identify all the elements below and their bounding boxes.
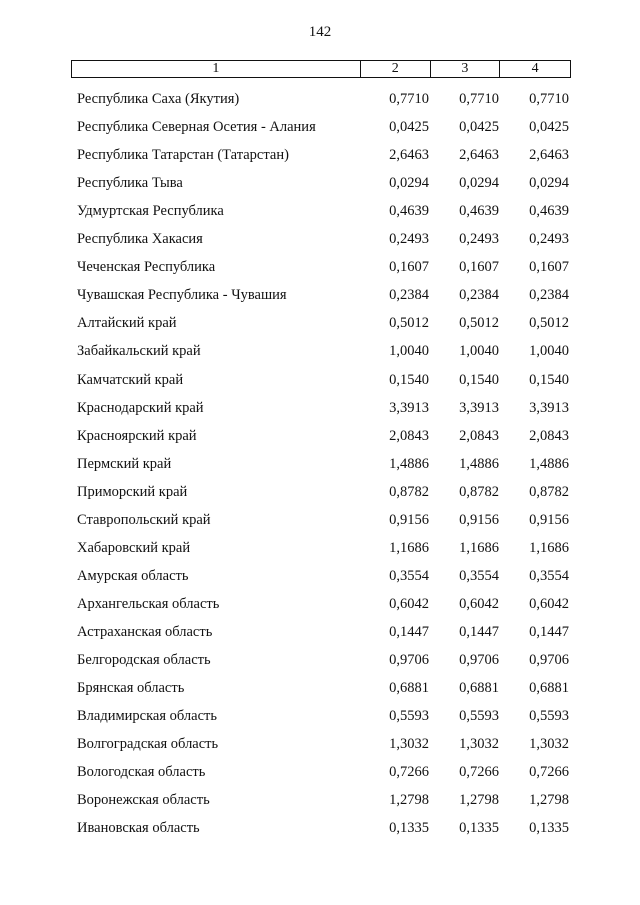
region-name: Забайкальский край [77,343,201,360]
table-row [71,538,571,558]
value-col-4: 1,0040 [529,343,569,360]
header-col-3: 3 [431,61,501,77]
header-col-2: 2 [361,61,431,77]
value-col-3: 0,1607 [459,259,499,276]
region-name: Ставропольский край [77,511,211,528]
region-name: Волгоградская область [77,736,219,753]
table-row [71,510,571,530]
region-name: Амурская область [77,567,189,584]
value-col-2: 1,2798 [389,792,429,809]
table-row [71,818,571,838]
value-col-2: 3,3913 [389,399,429,416]
value-col-4: 0,1335 [529,820,569,837]
value-col-2: 1,3032 [389,736,429,753]
value-col-2: 1,1686 [389,539,429,556]
header-col-1: 1 [72,61,361,77]
value-col-3: 0,0294 [459,175,499,192]
value-col-2: 0,2384 [389,287,429,304]
table-row [71,173,571,193]
table-row [71,341,571,361]
region-name: Вологодская область [77,764,206,781]
value-col-3: 0,0425 [459,119,499,136]
value-col-4: 0,8782 [529,483,569,500]
value-col-4: 2,0843 [529,427,569,444]
value-col-3: 0,6042 [459,595,499,612]
value-col-4: 0,4639 [529,203,569,220]
region-name: Республика Тыва [77,175,183,192]
value-col-4: 2,6463 [529,147,569,164]
value-col-2: 0,9706 [389,652,429,668]
header-col-4: 4 [531,61,539,76]
value-col-4: 1,4886 [529,455,569,472]
value-col-3: 3,3913 [459,399,499,416]
region-name: Пермский край [77,455,172,472]
value-col-3: 0,2493 [459,231,499,248]
region-name: Белгородская область [77,652,211,668]
value-col-3: 0,1447 [459,623,499,640]
value-col-2: 2,0843 [389,427,429,444]
region-name: Архангельская область [77,595,220,612]
region-name: Республика Саха (Якутия) [77,91,240,107]
region-name: Чеченская Республика [77,259,216,276]
value-col-2: 0,1447 [389,623,429,640]
table-row [71,706,571,726]
region-name: Приморский край [77,483,188,500]
table-row [71,257,571,277]
table-row [71,790,571,810]
value-col-2: 0,6042 [389,595,429,612]
value-col-3: 1,2798 [459,792,499,809]
region-name: Республика Татарстан (Татарстан) [77,147,289,164]
value-col-3: 1,1686 [459,539,499,556]
coefficient-table [71,60,571,837]
table-row [71,454,571,474]
region-name: Республика Хакасия [77,231,203,248]
value-col-2: 0,1607 [389,259,429,276]
value-col-3: 0,8782 [459,483,499,500]
value-col-3: 0,4639 [459,203,499,220]
table-row [71,145,571,165]
value-col-2: 0,9156 [389,511,429,528]
value-col-4: 0,0294 [529,175,569,192]
region-name: Алтайский край [77,315,177,332]
value-col-3: 0,3554 [459,567,499,584]
table-row [71,650,571,670]
value-col-3: 0,6881 [459,680,499,697]
value-col-4: 1,3032 [529,736,569,753]
value-col-4: 1,2798 [529,792,569,809]
region-name: Воронежская область [77,792,210,809]
value-col-2: 1,0040 [389,343,429,360]
value-col-4: 3,3913 [529,399,569,416]
value-col-2: 0,0294 [389,175,429,192]
value-col-2: 0,5593 [389,708,429,725]
table-row [71,117,571,137]
region-name: Красноярский край [77,427,197,444]
region-name: Брянская область [77,680,185,697]
value-col-3: 2,6463 [459,147,499,164]
value-col-4: 0,7266 [529,764,569,781]
value-col-2: 0,5012 [389,315,429,332]
region-name: Камчатский край [77,371,184,388]
table-row [71,285,571,305]
region-name: Астраханская область [77,623,213,640]
table-row [71,426,571,446]
region-name: Удмуртская Республика [77,203,224,220]
table-row [71,229,571,249]
table-row [71,622,571,642]
page-number: 142 [308,24,332,40]
region-name: Республика Северная Осетия - Алания [77,119,316,136]
region-name: Чувашская Республика - Чувашия [77,287,287,304]
value-col-3: 0,9156 [459,511,499,528]
value-col-3: 2,0843 [459,427,499,444]
value-col-2: 2,6463 [389,147,429,164]
table-row [71,313,571,333]
table-row [71,482,571,502]
value-col-2: 0,4639 [389,203,429,220]
value-col-4: 0,1607 [529,259,569,276]
value-col-4: 0,7710 [529,91,569,107]
value-col-4: 0,3554 [529,567,569,584]
value-col-4: 0,0425 [529,119,569,136]
value-col-2: 0,0425 [389,119,429,136]
value-col-3: 0,1540 [459,371,499,388]
value-col-2: 0,7266 [389,764,429,781]
table-row [71,370,571,390]
value-col-2: 0,6881 [389,680,429,697]
value-col-3: 1,0040 [459,343,499,360]
table-row [71,762,571,782]
value-col-4: 0,6042 [529,595,569,612]
value-col-4: 1,1686 [529,539,569,556]
value-col-3: 0,9706 [459,652,499,668]
value-col-3: 0,7710 [459,91,499,107]
value-col-3: 0,5012 [459,315,499,332]
table-row [71,566,571,586]
value-col-4: 0,5593 [529,708,569,725]
value-col-4: 0,9706 [529,652,569,668]
value-col-3: 0,5593 [459,708,499,725]
value-col-4: 0,9156 [529,511,569,528]
value-col-3: 0,2384 [459,287,499,304]
region-name: Ивановская область [77,820,200,837]
value-col-4: 0,2493 [529,231,569,248]
value-col-3: 0,1335 [459,820,499,837]
table-row [71,678,571,698]
value-col-2: 0,1540 [389,371,429,388]
value-col-2: 0,7710 [389,91,429,107]
table-header [71,60,571,78]
value-col-4: 0,2384 [529,287,569,304]
value-col-4: 0,5012 [529,315,569,332]
value-col-3: 0,7266 [459,764,499,781]
table-row [71,734,571,754]
value-col-3: 1,3032 [459,736,499,753]
value-col-2: 0,8782 [389,483,429,500]
table-row [71,594,571,614]
value-col-4: 0,6881 [529,680,569,697]
value-col-3: 1,4886 [459,455,499,472]
region-name: Хабаровский край [77,539,191,556]
value-col-2: 0,3554 [389,567,429,584]
region-name: Краснодарский край [77,399,204,416]
region-name: Владимирская область [77,708,217,725]
table-row [71,89,571,109]
table-row [71,201,571,221]
value-col-2: 1,4886 [389,455,429,472]
value-col-2: 0,2493 [389,231,429,248]
table-row [71,398,571,418]
value-col-2: 0,1335 [389,820,429,837]
value-col-4: 0,1540 [529,371,569,388]
value-col-4: 0,1447 [529,623,569,640]
